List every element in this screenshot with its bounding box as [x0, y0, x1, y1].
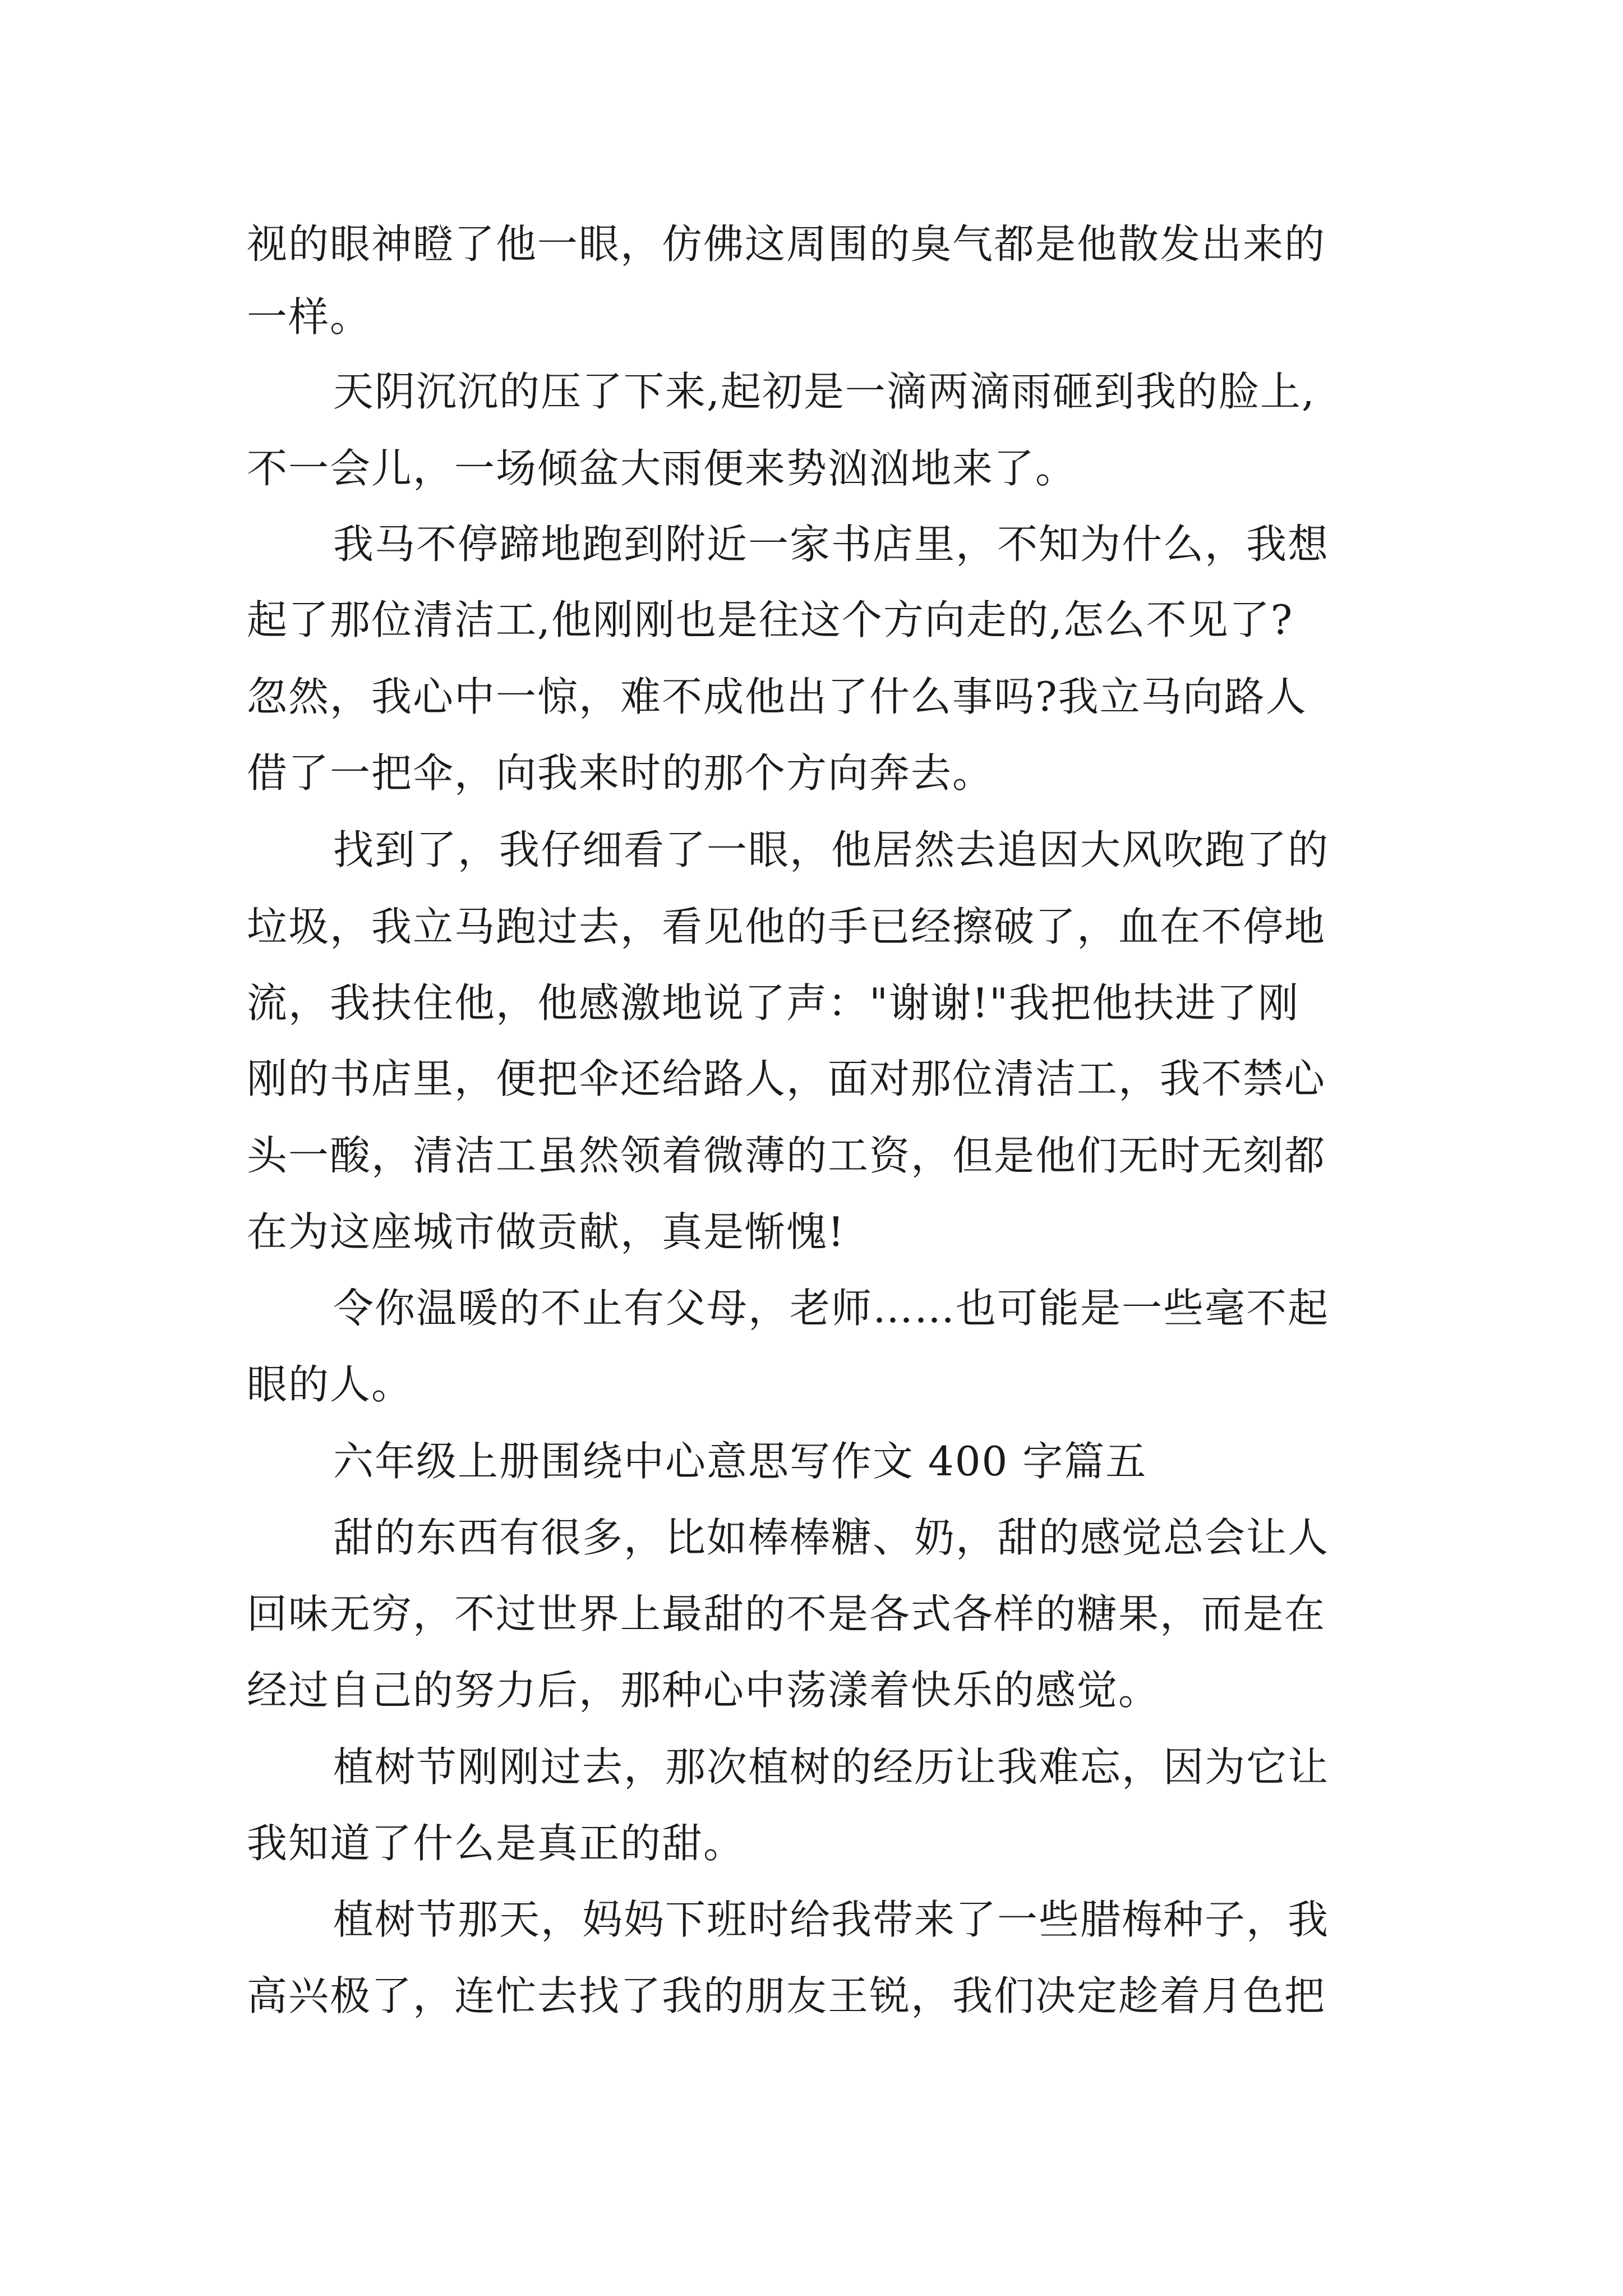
text-line: 刚的书店里，便把伞还给路人，面对那位清洁工，我不禁心 [247, 1055, 1326, 1102]
paragraph-first-line: 令你温暖的不止有父母，老师……也可能是一些毫不起 [333, 1285, 1330, 1332]
text-line: 一样。 [247, 293, 372, 341]
text-line: 高兴极了，连忙去找了我的朋友王锐，我们决定趁着月色把 [247, 1972, 1326, 2019]
text-line: 起了那位清洁工,他刚刚也是往这个方向走的,怎么不见了? [247, 596, 1294, 643]
text-line: 在为这座城市做贡献，真是惭愧! [247, 1208, 845, 1255]
text-line: 垃圾，我立马跑过去，看见他的手已经擦破了，血在不停地 [247, 903, 1326, 950]
paragraph-first-line: 找到了，我仔细看了一眼，他居然去追因大风吹跑了的 [333, 826, 1330, 873]
text-line: 眼的人。 [247, 1361, 413, 1408]
text-line: 不一会儿，一场倾盆大雨便来势汹汹地来了。 [247, 445, 1077, 492]
paragraph-first-line: 植树节刚刚过去，那次植树的经历让我难忘，因为它让 [333, 1743, 1330, 1791]
text-line: 借了一把伞，向我来时的那个方向奔去。 [247, 749, 994, 797]
paragraph-first-line: 我马不停蹄地跑到附近一家书店里，不知为什么，我想 [333, 521, 1330, 568]
paragraph-first-line: 天阴沉沉的压了下来,起初是一滴两滴雨砸到我的脸上, [333, 368, 1316, 415]
text-line: 经过自己的努力后，那种心中荡漾着快乐的感觉。 [247, 1667, 1160, 1714]
paragraph-first-line: 甜的东西有很多，比如棒棒糖、奶，甜的感觉总会让人 [333, 1514, 1330, 1561]
text-line: 我知道了什么是真正的甜。 [247, 1820, 745, 1867]
text-line: 忽然，我心中一惊，难不成他出了什么事吗?我立马向路人 [247, 673, 1307, 720]
text-line: 视的眼神瞪了他一眼，仿佛这周围的臭气都是他散发出来的 [247, 220, 1326, 268]
paragraph-first-line: 植树节那天，妈妈下班时给我带来了一些腊梅种子，我 [333, 1896, 1330, 1943]
text-line: 回味无穷，不过世界上最甜的不是各式各样的糖果，而是在 [247, 1590, 1326, 1637]
text-line: 头一酸，清洁工虽然领着微薄的工资，但是他们无时无刻都 [247, 1132, 1326, 1179]
section-heading: 六年级上册围绕中心意思写作文 400 字篇五 [333, 1438, 1147, 1485]
text-line: 流，我扶住他，他感激地说了声："谢谢!"我把他扶进了刚 [247, 979, 1300, 1027]
